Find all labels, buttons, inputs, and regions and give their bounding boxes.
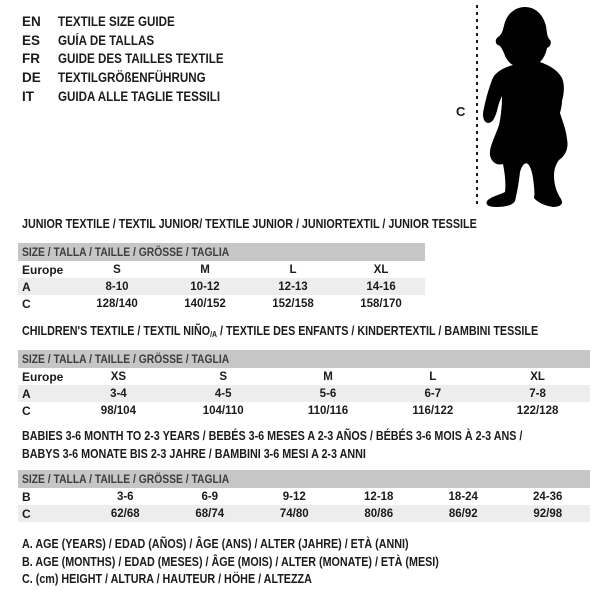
language-title: TEXTILGRÖßENFÜHRUNG xyxy=(58,70,206,86)
table-cell: 3-6 xyxy=(116,490,134,503)
table-cell: 24-36 xyxy=(533,490,563,503)
language-code: DE xyxy=(22,70,41,86)
table-cell: 6-7 xyxy=(380,385,485,402)
footnotes xyxy=(22,536,507,589)
table-row xyxy=(18,385,590,402)
table-cell: 80/86 xyxy=(337,505,422,522)
table-cell: M xyxy=(323,370,333,383)
table-cell: 8-10 xyxy=(73,278,161,295)
children-heading-prefix: CHILDREN'S TEXTILE / TEXTIL NIÑO xyxy=(22,324,211,338)
height-label-c: C xyxy=(456,104,466,119)
table-cell: 62/68 xyxy=(83,505,168,522)
table-cell: 92/98 xyxy=(506,505,591,522)
row-label-cell: Europe xyxy=(22,262,64,277)
table-row xyxy=(18,278,425,295)
size-header-label: SIZE / TALLA / TAILLE / GRÖSSE / TAGLIA xyxy=(22,245,230,259)
row-label-cell: A xyxy=(18,385,66,402)
table-cell: 140/152 xyxy=(184,297,226,310)
children-heading xyxy=(22,324,538,343)
language-title: TEXTILE SIZE GUIDE xyxy=(58,13,175,29)
language-code: EN xyxy=(22,13,41,29)
table-cell: 152/158 xyxy=(272,297,314,310)
table-cell: L xyxy=(429,370,437,383)
table-row xyxy=(18,295,425,312)
size-header-label: SIZE / TALLA / TAILLE / GRÖSSE / TAGLIA xyxy=(22,472,230,486)
table-cell: S xyxy=(219,370,228,383)
table-cell: 18-24 xyxy=(448,490,478,503)
footnote-c: C. (cm) HEIGHT / ALTURA / HAUTEUR / HÖHE / ALTEZZA xyxy=(22,572,312,586)
row-label-cell: B xyxy=(22,489,31,504)
table-cell: 14-16 xyxy=(337,278,425,295)
table-cell: 86/92 xyxy=(421,505,506,522)
table-cell: 110/116 xyxy=(307,404,349,417)
table-cell: XL xyxy=(373,263,389,276)
junior-size-table xyxy=(18,243,425,312)
table-cell: 10-12 xyxy=(161,278,249,295)
language-title: GUIDA ALLE TAGLIE TESSILI xyxy=(58,89,221,105)
language-row-en xyxy=(22,12,251,31)
table-cell: S xyxy=(113,263,121,276)
size-header-row xyxy=(18,243,425,261)
table-cell: 7-8 xyxy=(485,385,590,402)
row-label-cell: Europe xyxy=(22,369,64,384)
row-label-cell: C xyxy=(22,296,31,311)
table-cell: 4-5 xyxy=(171,385,276,402)
table-cell: 6-9 xyxy=(201,490,219,503)
babies-size-table xyxy=(18,470,590,522)
table-cell: 158/170 xyxy=(360,297,402,310)
language-title: GUÍA DE TALLAS xyxy=(58,32,155,48)
table-cell: 128/140 xyxy=(96,297,138,310)
table-cell: XL xyxy=(530,370,545,383)
children-size-table xyxy=(18,350,590,419)
size-header-cell xyxy=(18,470,590,488)
table-cell: 74/80 xyxy=(252,505,337,522)
table-cell: 98/104 xyxy=(100,404,136,417)
table-cell: M xyxy=(200,263,210,276)
table-cell: XS xyxy=(110,370,127,383)
size-header-cell xyxy=(18,243,425,261)
babies-heading-line1: BABIES 3-6 MONTH TO 2-3 YEARS / BEBÉS 3-6 MESES A 2-3 AÑOS / BÉBÉS 3-6 MOIS À 2-3 ANS / xyxy=(22,429,523,443)
table-cell: 122/128 xyxy=(516,404,559,417)
language-row-fr xyxy=(22,50,251,69)
language-row-es xyxy=(22,31,251,50)
children-heading-suffix: / TEXTILE DES ENFANTS / KINDERTEXTIL / BAMBINI TESSILE xyxy=(216,324,539,338)
toddler-silhouette-icon xyxy=(482,6,594,208)
row-label-cell: A xyxy=(18,278,73,295)
babies-heading-line2: BABYS 3-6 MONATE BIS 2-3 JAHRE / BAMBINI 3-6 MESI A 2-3 ANNI xyxy=(22,447,366,461)
junior-heading: JUNIOR TEXTILE / TEXTIL JUNIOR/ TEXTILE JUNIOR / JUNIORTEXTIL / JUNIOR TESSILE xyxy=(22,217,477,231)
table-row xyxy=(18,368,590,385)
table-cell: 12-13 xyxy=(249,278,337,295)
size-header-label: SIZE / TALLA / TAILLE / GRÖSSE / TAGLIA xyxy=(22,352,230,366)
footnote-a: A. AGE (YEARS) / EDAD (AÑOS) / ÂGE (ANS) / ALTER (JAHRE) / ETÀ (ANNI) xyxy=(22,537,409,551)
footnote-b: B. AGE (MONTHS) / EDAD (MESES) / ÂGE (MOIS) / ALTER (MONATE) / ETÀ (MESI) xyxy=(22,554,439,569)
table-cell: 9-12 xyxy=(282,490,306,503)
table-cell: 5-6 xyxy=(276,385,381,402)
table-cell: 68/74 xyxy=(168,505,253,522)
size-header-row xyxy=(18,470,590,488)
language-title: GUIDE DES TAILLES TEXTILE xyxy=(58,51,224,67)
babies-heading xyxy=(22,427,600,463)
row-label-cell: C xyxy=(18,505,83,522)
height-dotted-line xyxy=(476,5,478,208)
language-code: ES xyxy=(22,32,41,48)
children-heading-subscript: /A xyxy=(210,330,217,339)
table-cell: L xyxy=(289,263,297,276)
table-row xyxy=(18,505,590,522)
size-header-cell xyxy=(18,350,590,368)
table-row xyxy=(18,488,590,505)
language-row-it xyxy=(22,87,251,106)
table-cell: 3-4 xyxy=(66,385,171,402)
table-row xyxy=(18,402,590,419)
size-header-row xyxy=(18,350,590,368)
row-label-cell: C xyxy=(22,403,31,418)
table-row xyxy=(18,261,425,278)
table-cell: 104/110 xyxy=(202,404,244,417)
language-row-de xyxy=(22,68,251,87)
language-code: FR xyxy=(22,51,40,67)
table-cell: 12-18 xyxy=(364,490,394,503)
language-list xyxy=(22,12,251,106)
table-cell: 116/122 xyxy=(412,404,454,417)
language-code: IT xyxy=(22,89,34,105)
